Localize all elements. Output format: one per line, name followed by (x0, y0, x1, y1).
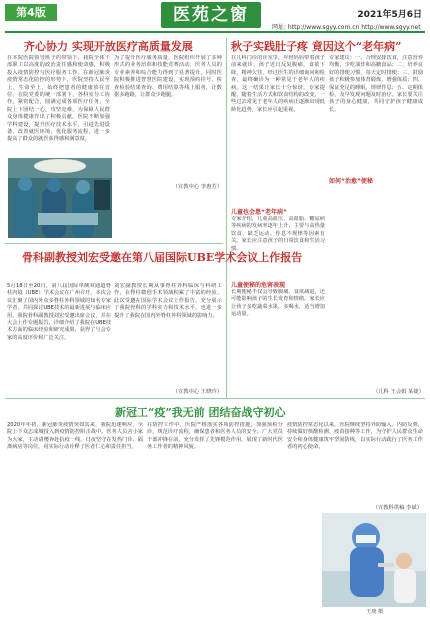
article-3-subhead-1: 儿童也会患“老年病” (231, 209, 287, 216)
issue-date: 2021年5月6日 (357, 10, 422, 20)
section-divider (5, 243, 223, 244)
edition-badge: 第4版 (5, 4, 57, 21)
article-3-text-col1c: 长期便秘不仅会导致腹痛、食欲减退，还可能影响孩子的生长发育和情绪。家长应让孩子多吃蔬菜水果，多喝水，适当增加运动量。 (231, 289, 325, 318)
article-4-text-col1: 2020年年初，新冠肺炎疫情突如其来，我院迅速响应，全院上下众志成城投入到疫情防控阻击战中。医务人员舍小家为大家，主动请缨奔赴抗疫一线，日夜坚守在发热门诊、隔离病房等岗位，用实际行动诠释了医者仁心和责任担当。 (7, 422, 143, 451)
article-3-subhead-3: 如何“治愈”便秘 (329, 178, 373, 185)
article-1-text-col1: 在本院医院领导班子的带领下，我院全体干部职工以高度的政治责任感和使命感，积极投入疫情防控与医疗服务工作。在新冠肺炎疫情常态化防控的形势下，医院坚持人民至上、生命至上，始终把患者的健康放在首位。在院党委的统一部署下，各科室分工协作，紧密配合，圆满完成各项医疗任务。全院上下团结一心，攻坚克难，为保障人民群众身体健康作出了积极贡献。医院不断加强学科建设，提升医疗技术水平，引进先进设备，改善就医环境，优化服务流程，进一步提高了群众的就医获得感和满意度。 (7, 55, 110, 143)
section-divider (5, 398, 425, 399)
article-3-text-col2: 专家建议：一、合理安排饮食，注意营养均衡，少吃油炸和高糖食品；二、培养良好的排便习惯，每天定时排便；三、鼓励孩子积极参加体育锻炼，增强体质；四、保证充足的睡眠，规律作息；五、定期体检，及早发现问题及时治疗。家长要关注孩子的身心健康，共同守护孩子健康成长。 (329, 55, 423, 113)
article-2-credit: （宣教中心 王晓玲） (172, 389, 222, 395)
surgery-photo (8, 158, 112, 238)
article-3-title: 秋子实践肚子疼 竟因这个“老年病” (231, 40, 402, 53)
photo-caption: 王琰 摄 (366, 609, 384, 615)
website-line: 网址: http://www.sgyy.com.cn http://www.sgyy.net (272, 24, 421, 31)
article-4-credit: （宣教科供稿 李斌） (372, 505, 422, 511)
article-3-text-col1b: 专家介绍，儿童高血压、高血脂、糖尿病等疾病的发病率逐年上升，主要与高热量饮食、缺乏运动、作息不规律等因素有关。家长应注意孩子的日常饮食和生活习惯。 (231, 216, 325, 252)
article-2-text-col2: 刘宏副教授长期从事脊柱外科临床与科研工作，在脊柱微创手术领域积累了丰富的经验。此次受邀在国际学术会议上作报告，充分展示了我院骨科的学科实力和技术水平，也进一步提升了我院在国内外脊柱外科领域的影响力。 (114, 283, 222, 319)
page-header (0, 0, 430, 32)
article-4-title: 新冠工“疫”我无前 团结奋战守初心 (115, 406, 286, 419)
masthead: 医苑之窗 (161, 2, 261, 28)
article-2-text-col1: 5月18日至20日，第八届国际单侧双通道脊柱内镜（UBE）学术会议在广州召开。本次会议汇聚了国内外众多脊柱外科领域的知名专家学者，共同探讨UBE技术的最新进展与临床应用。我院骨科副教授刘宏受邀出席会议，并在大会上作专题报告，详细介绍了我院在UBE技术方面的临床经验和研究成果，获得了与会专家的高度评价和广泛关注。 (7, 283, 111, 341)
article-1-text-col2: 为了提升医疗服务质量，医院组织开展了多种形式的业务培训和技能竞赛活动，医务人员的专业素养和综合能力得到了显著提升。同时医院积极推进智慧医院建设，实现预约挂号、检查检验结果查询、费用结算等线上服务，让数据多跑路，让群众少跑腿。 (114, 55, 222, 99)
header-rule (5, 31, 425, 33)
article-3-subhead-2: 儿童便秘的危害表现 (231, 282, 286, 289)
column-divider (226, 38, 227, 398)
article-3-text-col1: 在儿科门诊的诊室里，年轻妈妈带着孩子前来就诊，孩子近日反复腹痛，食欲下降，精神欠佳。经过医生的详细询问和检查，最终确诊为一种常见于老年人的疾病。这一结果让家长十分惊讶。专家提醒，随着生活方式和饮食结构的改变，一些过去常见于老年人的疾病正逐渐出现低龄化趋势，家长应引起重视。 (231, 55, 325, 113)
article-4-text-col2: 在防控工作中，医院严格落实各项防控措施，加强预检分诊，规范诊疗流程，确保患者和医务人员的安全。广大党员干部冲锋在前，充分发挥了先锋模范作用，展现了新时代医务工作者的精神风貌。 (147, 422, 283, 451)
nurse-photo (322, 513, 426, 607)
article-2-title: 骨科副教授刘宏受邀在第八届国际UBE学术会议上作报告 (22, 251, 303, 264)
article-1-credit: （宣教中心 李惠芳） (172, 184, 222, 190)
article-1-title: 齐心协力 实现开放医疗高质量发展 (24, 40, 193, 53)
article-4-text-col3: 疫情防控常态化以来，医院继续坚持外防输入、内防反弹，持续做好核酸检测、疫苗接种等工作，为守护人民群众生命安全和身体健康筑牢坚固防线，以实际行动践行了医务工作者的初心使命。 (287, 422, 423, 451)
article-3-credit: （儿科 王会娟 某婕） (372, 389, 424, 395)
